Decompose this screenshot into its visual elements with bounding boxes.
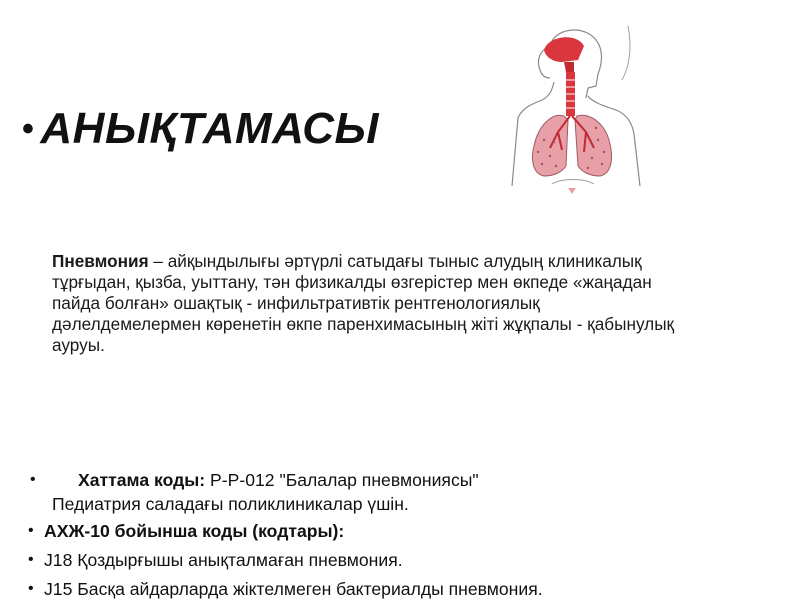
list-bullet: • xyxy=(28,551,34,568)
protocol-label: Хаттама коды: xyxy=(78,470,206,490)
code-item: J18 Қоздырғышы анықталмаған пневмония. xyxy=(44,550,403,570)
definition-text: – айқындылығы әртүрлі сатыдағы тыныс алудың клиникалық тұрғыдан, қызба, уыттану, тән физикалды өзгерістер мен өкпеде «жаңадан пайда болған» ошақтық - инфильтративтік рентгенологиялық дәлелдемелермен көренетін өкпе паренхимасының жіті жұқпалы - қабынулық ауруы. xyxy=(52,251,675,355)
respiratory-system-icon xyxy=(492,16,658,196)
icd-heading: АХЖ-10 бойынша коды (кодтары): xyxy=(44,521,345,541)
list-bullet: • xyxy=(30,471,36,488)
definition-paragraph xyxy=(52,251,692,356)
protocol-value: Р-Р-012 "Балалар пневмониясы" xyxy=(205,470,479,490)
slide-title xyxy=(22,104,379,154)
protocol-line2: Педиатрия саладағы поликлиникалар үшін. xyxy=(52,494,409,514)
list-bullet: • xyxy=(28,580,34,597)
list-bullet: • xyxy=(28,522,34,539)
definition-term: Пневмония xyxy=(52,251,149,271)
code-item: J15 Басқа айдарларда жіктелмеген бактериалды пневмония. xyxy=(44,579,543,599)
title-text: АНЫҚТАМАСЫ xyxy=(40,104,379,153)
title-bullet: • xyxy=(22,109,35,148)
